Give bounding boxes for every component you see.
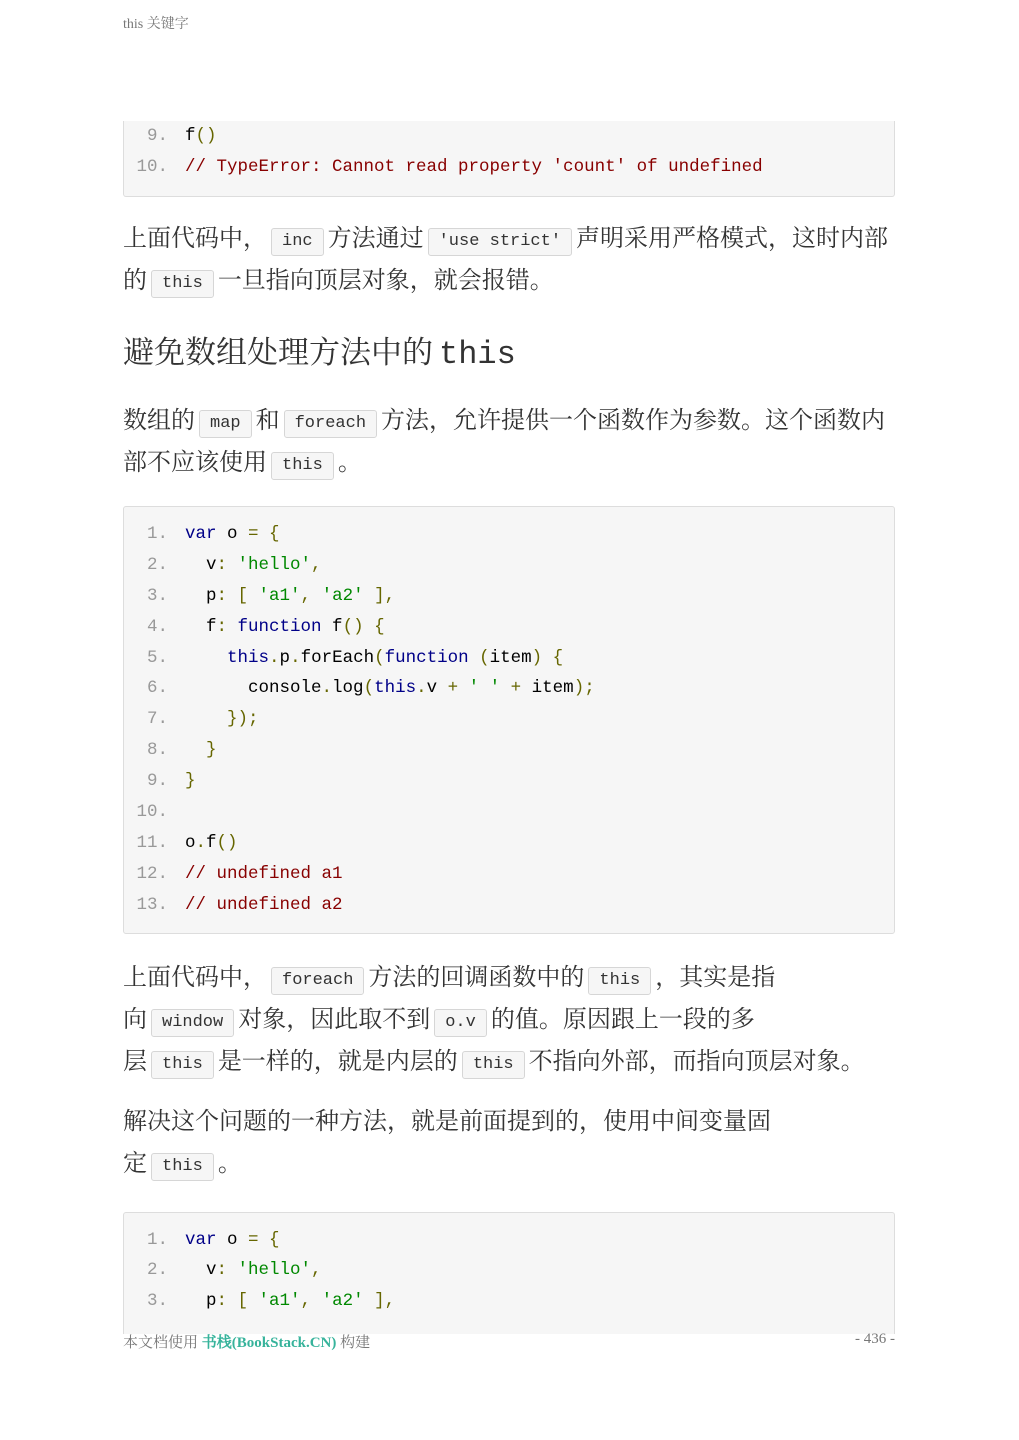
code-text [168,766,196,797]
code-token: : [216,554,238,575]
inline-code: o.v [434,1009,487,1037]
inline-code: foreach [271,967,364,995]
code-token: . [416,678,427,699]
line-number: 1. [146,524,168,544]
code-token: forEach [300,647,375,668]
code-token: var [185,1229,217,1250]
text: 上面代码中， [123,962,267,991]
code-token: ) { [531,647,564,668]
text: 上面代码中， [123,224,267,252]
line-number: 13. [136,894,168,915]
code-token: p [279,647,291,668]
code-text [168,890,343,921]
text: 解决这个问题的一种方法，就是前面提到的，使用中间变量固 [123,1106,771,1135]
code-token: . [195,832,207,853]
footer-credit [123,1331,370,1352]
line-number: 4. [146,616,168,637]
code-token: function [237,616,322,637]
code-token: v [426,678,448,699]
line-number: 3. [146,585,168,606]
code-token: } [206,740,217,761]
line-number: 2. [146,554,168,575]
text: 是一样的，就是内层的 [217,1046,458,1075]
code-token: ( [374,647,385,668]
code-token: f [206,832,217,853]
text: 方法通过 [327,224,424,252]
code-token: , [300,585,322,606]
code-text [168,735,217,766]
code-token: log [332,678,364,699]
code-token: item [531,678,574,699]
text: 。 [217,1148,242,1177]
code-block-2 [123,506,895,934]
code-token: this [374,678,417,699]
code-token: o [216,1229,249,1250]
code-token: o [216,524,249,544]
inline-code: this [151,1051,214,1079]
inline-code: this [588,967,651,995]
code-text [168,1286,395,1317]
code-text [168,152,763,183]
code-token: } [185,771,196,792]
code-token: var [185,524,217,544]
code-token: . [269,647,280,668]
line-number: 12. [136,863,168,884]
bookstack-link[interactable]: 书栈(BookStack.CN) [201,1335,337,1351]
paragraph-foreach-explanation [123,956,895,1082]
inline-code: inc [271,228,324,256]
code-text [168,612,385,643]
code-token: + [447,678,469,699]
code-token: () { [342,616,385,637]
line-number: 8. [146,740,168,761]
code-token: // undefined a2 [185,894,343,915]
code-line [124,581,894,612]
code-token: ); [573,678,595,699]
code-text [168,581,395,612]
footer-suffix: 构建 [340,1335,371,1351]
code-token: 'a1' [258,1291,301,1312]
heading-code: this [439,336,516,373]
code-token: : [216,616,238,637]
text: 向 [123,1004,147,1033]
code-token: , [300,1291,322,1312]
code-token: ' ' [468,678,501,699]
code-token: 'hello' [237,554,312,575]
code-token: : [216,1260,238,1281]
code-token: ( [479,647,490,668]
code-token: 'a2' [321,585,364,606]
code-token: + [500,678,532,699]
code-line [124,828,894,859]
code-line [124,766,894,797]
code-line [124,612,894,643]
line-number: 7. [146,709,168,730]
inline-code: 'use strict' [428,228,572,256]
code-token: = { [248,1229,280,1250]
code-token [185,709,227,729]
line-number: 9. [146,771,168,792]
inline-code: this [462,1051,525,1079]
paragraph-strict-mode [123,217,895,301]
running-header: this 关键字 [123,17,189,32]
code-line [124,1286,894,1317]
code-token [185,648,227,668]
code-token: f [185,616,217,637]
code-line [124,797,894,828]
inline-code: this [151,1153,214,1181]
line-number: 6. [146,678,168,699]
page-number: - 436 - [855,1331,895,1347]
code-block-3 [123,1212,895,1334]
text: 。 [337,448,362,476]
text: 数组的 [123,406,195,434]
code-line [124,704,894,735]
code-token: item [489,647,532,668]
inline-code: window [151,1009,234,1037]
code-text [168,828,238,859]
code-token: p [185,1291,217,1312]
line-number: 10. [136,156,168,177]
line-number: 3. [146,1291,168,1312]
code-text [168,797,185,828]
code-token: v [185,1260,217,1281]
paragraph-solution [123,1100,895,1184]
text: 层 [123,1046,147,1075]
code-token: p [185,585,217,606]
text: 和 [255,406,280,434]
code-text [168,1255,322,1286]
footer-prefix: 本文档使用 [123,1335,199,1351]
text: ，其实是指 [655,962,776,991]
code-text [168,859,343,890]
page-footer [123,1331,895,1352]
code-text [168,643,563,674]
text: 对象，因此取不到 [238,1004,431,1033]
code-token: 'hello' [237,1260,312,1281]
code-line [124,1225,894,1256]
code-text [168,121,217,152]
code-line [124,121,894,152]
code-token: f [321,616,343,637]
code-token: : [ [216,585,259,606]
code-text [168,519,280,550]
page-content [123,121,895,1334]
code-token: console [185,678,322,699]
code-line [124,673,894,704]
section-heading [123,331,895,377]
code-text [168,673,595,704]
code-text [168,550,322,581]
code-token [469,648,480,668]
line-number: 11. [136,832,168,853]
text: 方法，允许提供一个函数作为参数。这个函数内部不应该使用 [123,406,886,476]
paragraph-array-methods [123,399,895,483]
text: 声明采用严格模式，这时内部的 [123,224,889,294]
code-token: ( [363,678,375,699]
inline-code: this [271,452,334,480]
line-number: 10. [136,802,168,823]
code-token: function [384,647,469,668]
code-line [124,152,894,183]
code-token: }); [227,709,259,730]
code-token: // TypeError: Cannot read property 'count' of undefined [185,156,763,177]
code-line [124,890,894,921]
code-token: ], [363,1291,396,1312]
code-token: , [311,554,322,575]
code-line [124,859,894,890]
line-number: 1. [146,1229,168,1250]
text: 的值。原因跟上一段的多 [490,1004,755,1033]
code-token: . [321,678,333,699]
code-token: v [185,554,217,575]
code-token [185,740,206,760]
code-token: // undefined a1 [185,863,343,884]
code-token: f [185,126,196,146]
code-token: () [195,126,217,146]
code-line [124,735,894,766]
code-token: ], [363,585,396,606]
code-line [124,519,894,550]
text: 不指向外部，而指向顶层对象。 [528,1046,865,1075]
code-text [168,704,259,735]
code-token: : [ [216,1291,259,1312]
line-number: 5. [146,647,168,668]
heading-text: 避免数组处理方法中的 [123,335,433,371]
code-line [124,643,894,674]
line-number: 2. [146,1260,168,1281]
text: 一旦指向顶层对象，就会报错。 [217,266,554,294]
inline-code: map [199,410,252,438]
code-token: . [290,647,301,668]
inline-code: foreach [284,410,377,438]
code-token: () [216,832,238,853]
code-line [124,1255,894,1286]
code-token: , [311,1260,322,1281]
line-number: 9. [146,126,168,146]
code-token: this [227,647,270,668]
code-text [168,1225,280,1256]
code-token: = { [248,524,280,544]
text: 方法的回调函数中的 [368,962,585,991]
code-token: o [185,832,196,853]
code-line [124,550,894,581]
inline-code: this [151,270,214,298]
text: 定 [123,1148,147,1177]
code-token: 'a1' [258,585,301,606]
code-token: 'a2' [321,1291,364,1312]
code-block-1 [123,121,895,197]
